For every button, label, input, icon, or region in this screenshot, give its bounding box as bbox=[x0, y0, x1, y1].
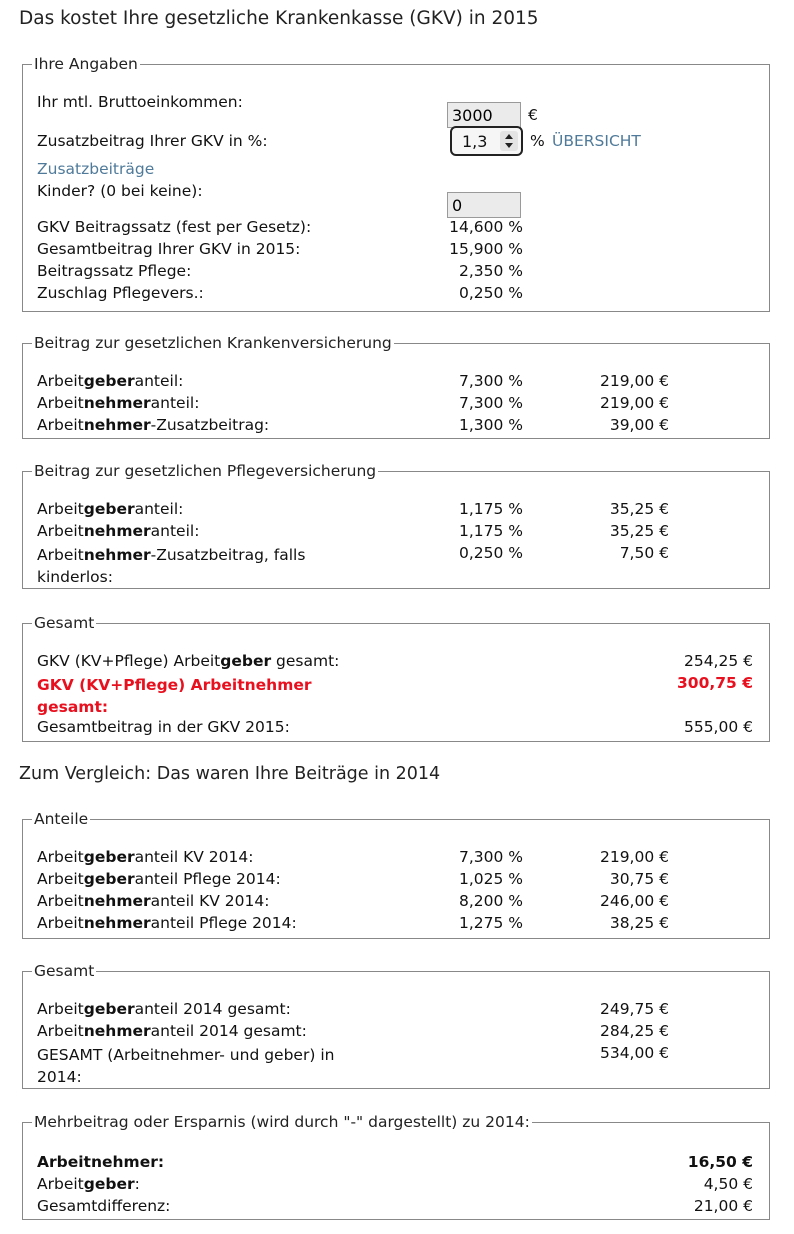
row-label: Arbeitgeberanteil Pflege 2014: bbox=[37, 870, 281, 888]
employer-diff-value: 4,50 € bbox=[703, 1175, 753, 1193]
employee-diff-value: 16,50 € bbox=[687, 1153, 753, 1171]
row-amount: 35,25 € bbox=[609, 522, 669, 540]
rate-value: 2,350 % bbox=[458, 262, 523, 280]
grand-total-value: 555,00 € bbox=[683, 718, 753, 736]
row-label: Arbeitgeberanteil 2014 gesamt: bbox=[37, 1000, 291, 1018]
section-legend: Beitrag zur gesetzlichen Pflegeversicherung bbox=[34, 462, 377, 480]
rate-label: Zuschlag Pflegevers.: bbox=[37, 284, 204, 302]
row-percent: 8,200 % bbox=[458, 892, 523, 910]
row-label: Arbeitgeberanteil KV 2014: bbox=[37, 848, 254, 866]
employee-total-label: GKV (KV+Pflege) Arbeitnehmer gesamt: bbox=[37, 676, 312, 716]
rate-value: 14,600 % bbox=[449, 218, 523, 236]
section-legend: Beitrag zur gesetzlichen Krankenversicherung bbox=[34, 334, 392, 352]
income-input[interactable] bbox=[447, 102, 521, 128]
income-unit: € bbox=[528, 106, 538, 124]
overview-link[interactable]: ÜBERSICHT bbox=[552, 132, 641, 150]
row-amount: 219,00 € bbox=[599, 394, 669, 412]
employer-total-label: GKV (KV+Pflege) Arbeitgeber gesamt: bbox=[37, 652, 340, 670]
row-amount: 219,00 € bbox=[599, 848, 669, 866]
row-amount: 38,25 € bbox=[609, 914, 669, 932]
zusatzbeitraege-link[interactable]: Zusatzbeiträge bbox=[37, 160, 155, 178]
employee-total-value: 300,75 € bbox=[677, 674, 753, 692]
rate-value: 0,250 % bbox=[458, 284, 523, 302]
row-amount: 35,25 € bbox=[609, 500, 669, 518]
row-amount: 246,00 € bbox=[599, 892, 669, 910]
row-label: Arbeitgeberanteil: bbox=[37, 500, 184, 518]
section-legend: Mehrbeitrag oder Ersparnis (wird durch "-" dargestellt) zu 2014: bbox=[34, 1113, 530, 1131]
stepper-arrows-icon bbox=[500, 131, 518, 151]
zusatz-select[interactable] bbox=[450, 126, 523, 156]
row-label: Arbeitnehmeranteil: bbox=[37, 394, 200, 412]
row-percent: 7,300 % bbox=[458, 848, 523, 866]
row-percent: 1,275 % bbox=[458, 914, 523, 932]
row-amount: 284,25 € bbox=[599, 1022, 669, 1040]
row-label: GESAMT (Arbeitnehmer- und geber) in 2014: bbox=[37, 1046, 335, 1086]
row-amount: 534,00 € bbox=[599, 1044, 669, 1062]
grand-total-label: Gesamtbeitrag in der GKV 2015: bbox=[37, 718, 290, 736]
comparison-title: Zum Vergleich: Das waren Ihre Beiträge in 2014 bbox=[19, 764, 441, 784]
row-amount: 39,00 € bbox=[609, 416, 669, 434]
zusatz-unit: % bbox=[530, 132, 545, 150]
employer-diff-label: Arbeitgeber: bbox=[37, 1175, 140, 1193]
page-title: Das kostet Ihre gesetzliche Krankenkasse (GKV) in 2015 bbox=[19, 8, 539, 29]
total-2014-section bbox=[22, 962, 770, 1089]
section-legend: Anteile bbox=[34, 810, 89, 828]
shares-2014-section bbox=[22, 810, 770, 939]
income-label: Ihr mtl. Bruttoeinkommen: bbox=[37, 93, 243, 111]
row-amount: 249,75 € bbox=[599, 1000, 669, 1018]
children-input[interactable] bbox=[447, 192, 521, 218]
row-label: Arbeitnehmeranteil: bbox=[37, 522, 200, 540]
rate-label: GKV Beitragssatz (fest per Gesetz): bbox=[37, 218, 312, 236]
section-legend: Gesamt bbox=[34, 962, 95, 980]
row-percent: 1,175 % bbox=[458, 522, 523, 540]
section-legend: Ihre Angaben bbox=[34, 55, 138, 73]
row-percent: 1,300 % bbox=[458, 416, 523, 434]
row-percent: 0,250 % bbox=[458, 544, 523, 562]
inputs-section bbox=[22, 55, 770, 312]
total-diff-label: Gesamtdifferenz: bbox=[37, 1197, 171, 1215]
total-diff-value: 21,00 € bbox=[693, 1197, 753, 1215]
row-amount: 7,50 € bbox=[619, 544, 669, 562]
zusatz-select-value: 1,3 bbox=[462, 132, 488, 151]
children-label: Kinder? (0 bei keine): bbox=[37, 182, 203, 200]
difference-section bbox=[22, 1113, 770, 1220]
row-label: Arbeitnehmeranteil KV 2014: bbox=[37, 892, 270, 910]
row-amount: 30,75 € bbox=[609, 870, 669, 888]
row-label: Arbeitnehmer-Zusatzbeitrag, falls kinderlos: bbox=[37, 546, 306, 586]
row-percent: 1,025 % bbox=[458, 870, 523, 888]
row-label: Arbeitnehmer-Zusatzbeitrag: bbox=[37, 416, 270, 434]
row-amount: 219,00 € bbox=[599, 372, 669, 390]
total-section bbox=[22, 614, 770, 742]
employee-diff-label: Arbeitnehmer: bbox=[37, 1153, 165, 1171]
section-legend: Gesamt bbox=[34, 614, 95, 632]
row-label: Arbeitnehmeranteil 2014 gesamt: bbox=[37, 1022, 307, 1040]
row-label: Arbeitnehmeranteil Pflege 2014: bbox=[37, 914, 297, 932]
rate-label: Gesamtbeitrag Ihrer GKV in 2015: bbox=[37, 240, 301, 258]
row-percent: 7,300 % bbox=[458, 394, 523, 412]
rate-value: 15,900 % bbox=[449, 240, 523, 258]
zusatz-label: Zusatzbeitrag Ihrer GKV in %: bbox=[37, 132, 268, 150]
employer-total-value: 254,25 € bbox=[683, 652, 753, 670]
kv-section bbox=[22, 334, 770, 439]
rate-label: Beitragssatz Pflege: bbox=[37, 262, 192, 280]
row-percent: 1,175 % bbox=[458, 500, 523, 518]
row-label: Arbeitgeberanteil: bbox=[37, 372, 184, 390]
row-percent: 7,300 % bbox=[458, 372, 523, 390]
pv-section bbox=[22, 462, 770, 589]
